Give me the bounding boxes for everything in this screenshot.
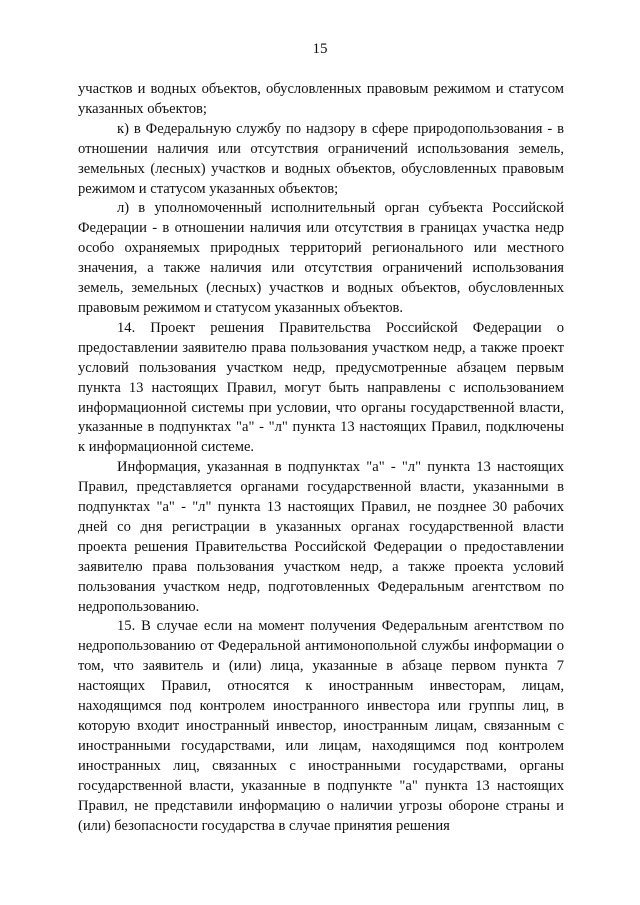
paragraph-clause-14-information: Информация, указанная в подпунктах "а" - "л" пункта 13 настоящих Правил, представляется органами государственной власти, указанными в подпунктах "а" - "л" пункта 13 настоящих Правил, не позднее 30 рабочих дней со дня регистрации в указанных органах государственной власти проекта решения Правительства Российской Федерации о предоставлении заявителю права пользования участком недр, а также проекта условий пользования участком недр, подготовленных Федеральным агентством по недропользованию. [78,459,564,615]
paragraph-clause-15: 15. В случае если на момент получения Федеральным агентством по недропользованию от Федеральной антимонопольной службы информации о том, что заявитель и (или) лица, указанные в абзаце первом пункта 7 настоящих Правил, относятся к иностранным инвесторам, лицам, находящимся под контролем иностранного инвестора или группы лиц, в которую входит иностранный инвестор, иностранным лицам, связанным с иностранными государствами, или лицам, находящимся под контролем иностранных лиц, связанных с иностранными государствами, органы государственной власти, указанные в подпункте "а" пункта 13 настоящих Правил, не представили информацию о наличии угрозы обороне страны и (или) безопасности государства в случае принятия решения [78,618,564,834]
paragraph-continuation: участков и водных объектов, обусловленных правовым режимом и статусом указанных объектов; [78,81,564,117]
document-body [78,80,564,836]
page-number: 15 [312,41,328,57]
paragraph-item-l: л) в уполномоченный исполнительный орган субъекта Российской Федерации - в отношении наличия или отсутствия в границах участка недр особо охраняемых природных территорий регионального или местного значения, а также наличия или отсутствия ограничений использования земель, земельных (лесных) участков и водных объектов, обусловленных правовым режимом и статусом указанных объектов. [78,200,564,316]
paragraph-clause-14: 14. Проект решения Правительства Российской Федерации о предоставлении заявителю права пользования участком недр, а также проект условий пользования участком недр, предусмотренные абзацем первым пункта 13 настоящих Правил, могут быть направлены с использованием информационной системы при условии, что органы государственной власти, указанные в подпунктах "а" - "л" пункта 13 настоящих Правил, подключены к информационной системе. [78,319,564,456]
paragraph-item-k: к) в Федеральную службу по надзору в сфере природопользования - в отношении наличия или отсутствия ограничений использования земель, земельных (лесных) участков и водных объектов, обусловленных правовым режимом и статусом указанных объектов; [78,120,564,197]
